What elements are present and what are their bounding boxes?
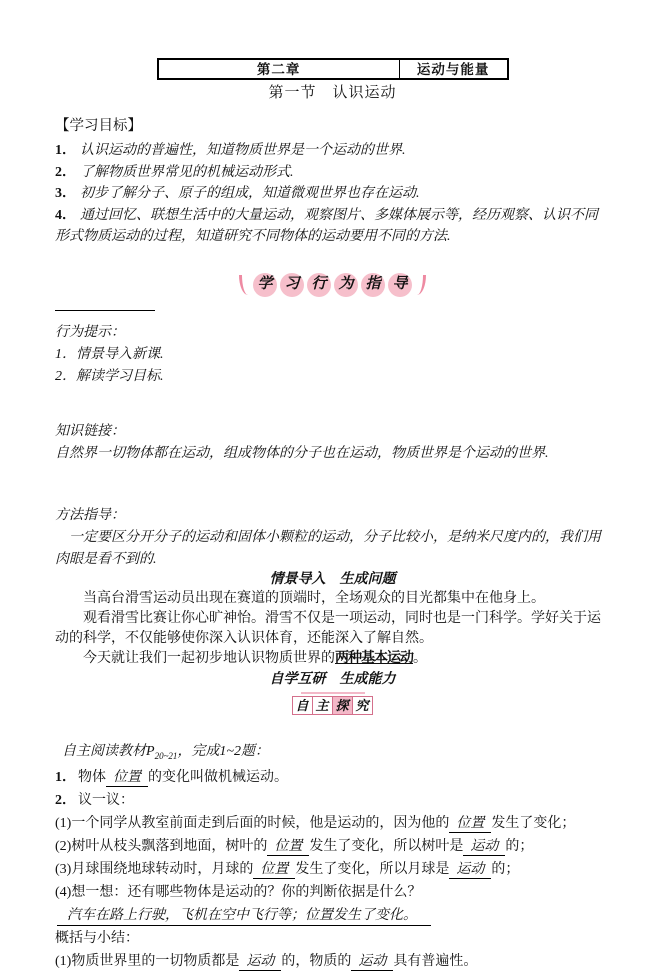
learning-objectives [55, 116, 610, 248]
chapter-label: 第二章 [159, 60, 400, 78]
question-number: 1． [55, 770, 76, 786]
question-2-item [55, 858, 610, 881]
fill-blank: 运动 [449, 862, 491, 879]
banner-char: 导 [388, 273, 412, 297]
banner-swoosh-right-icon [417, 275, 426, 295]
section-title: 第一节 认识运动 [268, 85, 397, 101]
objective-text: 初步了解分子、原子的组成，知道微观世界也存在运动. [80, 186, 420, 201]
summary-text: 具有普遍性。 [393, 954, 478, 970]
guidance-banner [55, 273, 610, 297]
behavior-tip-item: 1．情景导入新课. [55, 346, 164, 362]
reading-prefix: 自主阅读教材P [62, 743, 155, 759]
intro-paragraph: 当高台滑雪运动员出现在赛道的顶端时，全场观众的目光都集中在他身上。 [83, 590, 545, 606]
question-2-item [55, 835, 610, 858]
badge-char: 主 [312, 696, 333, 715]
summary-heading: 概括与小结： [55, 931, 139, 947]
question-text: (4)想一想：还有哪些物体是运动的？你的判断依据是什么？ [55, 885, 422, 901]
method-guide [55, 505, 610, 571]
intro-text: 。 [413, 650, 427, 666]
chapter-header-table [157, 58, 509, 80]
badge-underline [301, 692, 365, 694]
question-2-heading [55, 789, 610, 812]
fill-blank: 位置 [106, 770, 148, 787]
explore-badge [55, 692, 610, 717]
banner-char: 行 [307, 273, 331, 297]
objective-text: 认识运动的普遍性，知道物质世界是一个运动的世界. [80, 143, 406, 158]
question-1 [55, 766, 610, 789]
question-2-item [55, 812, 610, 835]
objective-item [55, 162, 610, 184]
badge-char: 自 [292, 696, 313, 715]
intro-emphasis: 两种基本运动 [335, 650, 413, 666]
question-text: (2)树叶从枝头飘落到地面，树叶的 [55, 839, 268, 855]
selfstudy-banner: 自学互研 生成能力 [269, 671, 396, 687]
question-2-item [55, 881, 610, 904]
question-number: 2． [55, 793, 76, 809]
banner-char: 为 [334, 273, 358, 297]
question-text: 发生了变化； [491, 816, 576, 832]
knowledge-link-body: 自然界一切物体都在运动，组成物体的分子也在运动，物质世界是个运动的世界. [55, 445, 549, 461]
banner-char: 学 [253, 273, 277, 297]
method-guide-body: 一定要区分开分子的运动和固体小颗粒的运动，分子比较小，是纳米尺度内的，我们用肉眼是看不到的. [55, 529, 601, 567]
question-text: 的变化叫做机械运动。 [148, 770, 288, 786]
banner-swoosh-left-icon [239, 275, 248, 295]
fill-blank: 运动 [463, 839, 505, 856]
objective-text: 了解物质世界常见的机械运动形式. [80, 164, 294, 180]
badge-char: 探 [332, 696, 353, 715]
fill-blank: 位置 [449, 816, 491, 833]
question-text: 物体 [78, 770, 106, 786]
objective-text: 通过回忆、联想生活中的大量运动，观察图片、多媒体展示等，经历观察、认识不同形式物质运动的过程，知道研究不同物体的运动要用不同的方法. [55, 207, 598, 244]
objective-item [55, 205, 610, 248]
badge-char: 究 [352, 696, 373, 715]
question-text: 发生了变化，所以月球是 [295, 862, 450, 878]
method-guide-heading: 方法指导： [55, 507, 125, 523]
fill-blank: 位置 [253, 862, 295, 879]
banner-char: 指 [361, 273, 385, 297]
objective-number: 3． [55, 186, 76, 201]
fill-blank: 位置 [267, 839, 309, 856]
fill-blank: 运动 [351, 954, 393, 971]
intro-paragraph [55, 649, 610, 669]
objective-item [55, 183, 610, 205]
summary-text: (1)物质世界里的一切物质都是 [55, 954, 240, 970]
behavior-tip-item: 2．解读学习目标. [55, 368, 164, 384]
fill-blank: 运动 [239, 954, 281, 971]
unit-label: 运动与能量 [416, 61, 490, 77]
page-range: 20~21 [154, 750, 178, 761]
knowledge-link [55, 421, 610, 465]
summary-item [55, 950, 610, 973]
question-text: 的； [505, 839, 534, 855]
question-text: 的； [491, 862, 520, 878]
reading-task [55, 741, 610, 767]
objective-number: 4． [55, 207, 76, 223]
intro-text: 今天就让我们一起初步地认识物质世界的 [83, 650, 335, 666]
objective-number: 1． [55, 143, 76, 158]
question-text: 发生了变化，所以树叶是 [309, 839, 464, 855]
intro-paragraph: 观看滑雪比赛让你心旷神怡。滑雪不仅是一项运动，同时也是一门科学。学好关于运动的科学，不仅能够使你深入认识体育，还能深入了解自然。 [55, 610, 601, 646]
behavior-tips-heading: 行为提示： [55, 324, 125, 340]
question-text: (3)月球围绕地球转动时，月球的 [55, 862, 254, 878]
knowledge-link-heading: 知识链接： [55, 423, 125, 439]
summary-text: 的，物质的 [281, 954, 352, 970]
scene-intro-banner: 情景导入 生成问题 [269, 571, 396, 587]
divider-rule [55, 310, 155, 311]
banner-char: 习 [280, 273, 304, 297]
objectives-heading: 【学习目标】 [55, 118, 142, 134]
question-text: 议一议： [78, 793, 134, 809]
question-text: (1)一个同学从教室前面走到后面的时候，他是运动的，因为他的 [55, 816, 450, 832]
written-answer: 汽车在路上行驶，飞机在空中飞行等；位置发生了变化。 [57, 904, 610, 927]
reading-suffix: ，完成1~2题： [177, 743, 270, 759]
behavior-tips [55, 310, 610, 388]
objective-item [55, 140, 610, 162]
objective-number: 2． [55, 164, 76, 180]
